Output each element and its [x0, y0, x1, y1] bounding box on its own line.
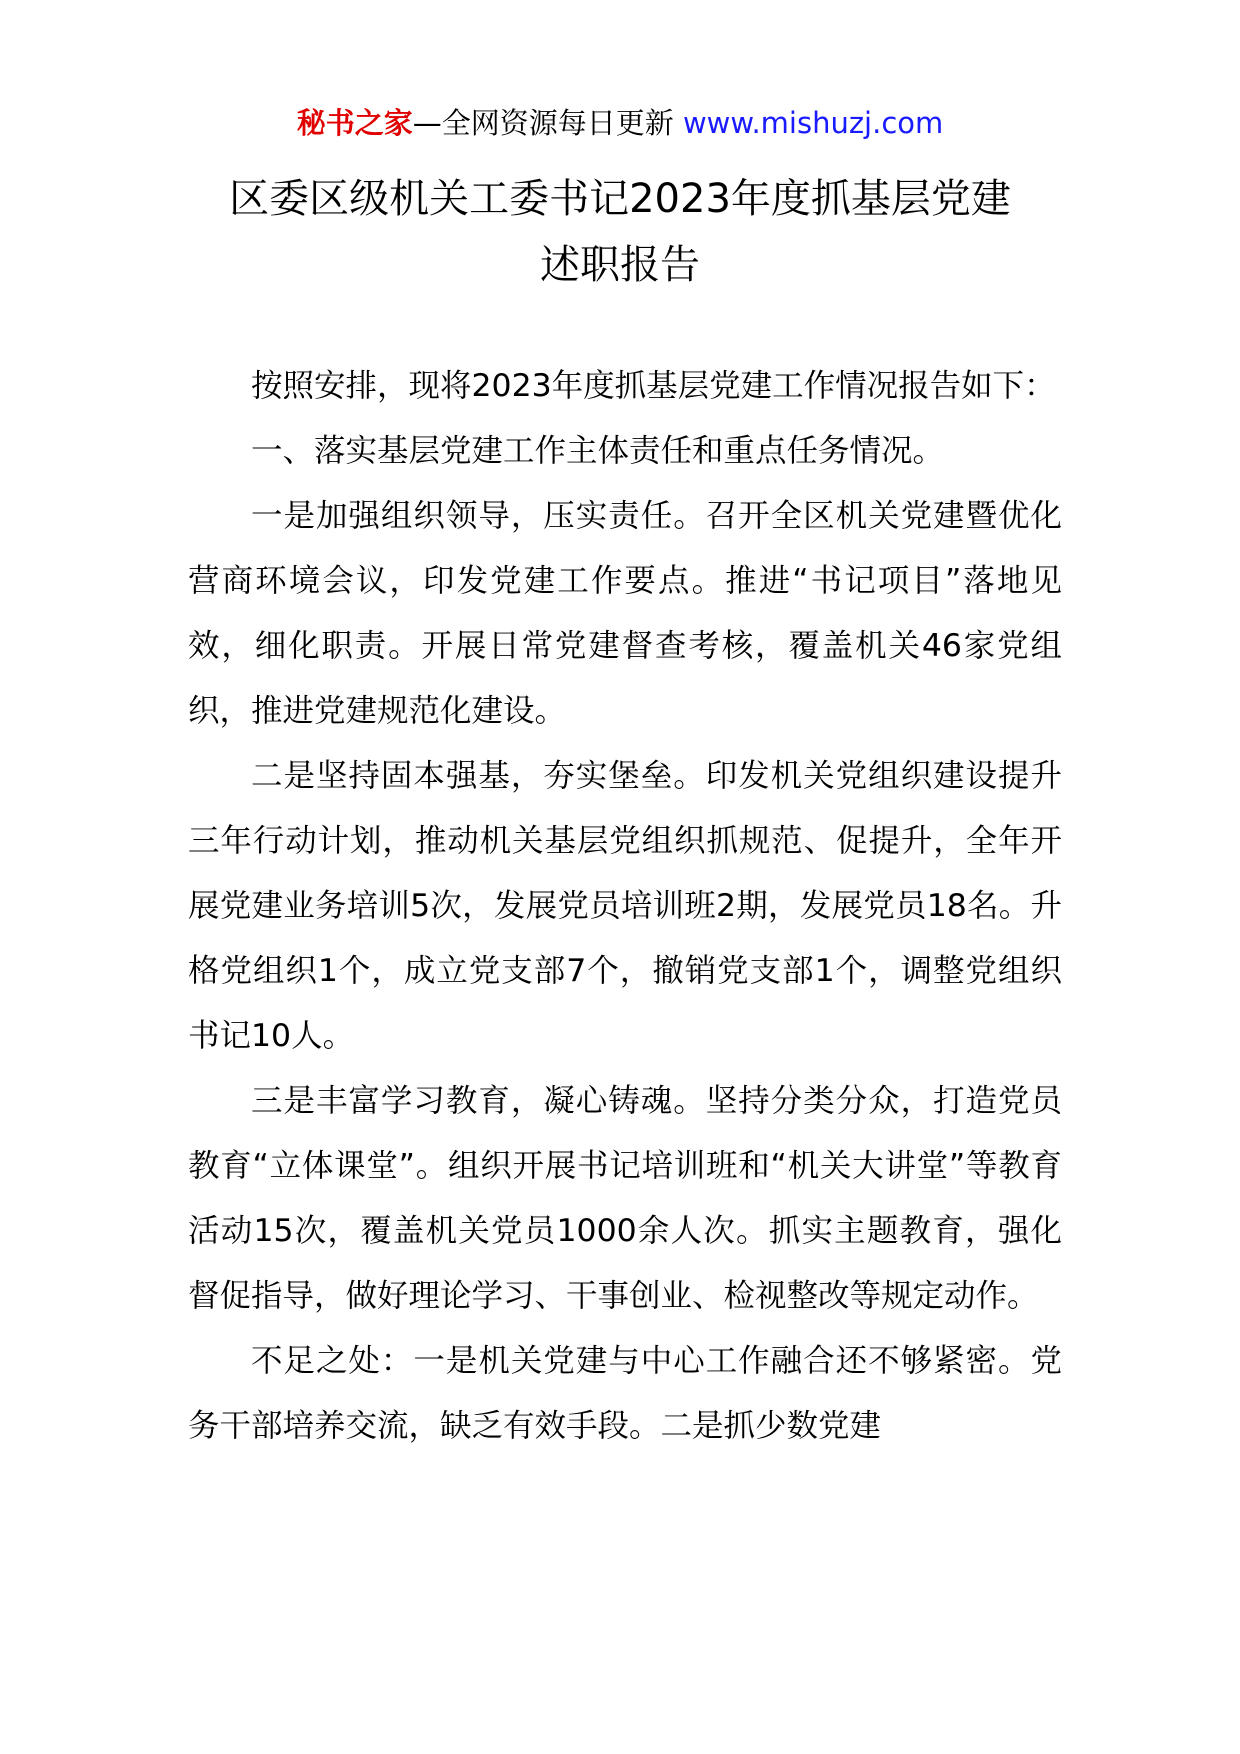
paragraph-item-3: 三是丰富学习教育，凝心铸魂。坚持分类分众，打造党员教育“立体课堂”。组织开展书记培训班和“机关大讲堂”等教育活动15次，覆盖机关党员1000余人次。抓实主题教育，强化督促指导，做好理论学习、干事创业、检视整改等规定动作。: [188, 1083, 1062, 1314]
document-title: [150, 166, 1090, 298]
document-body: [188, 354, 1062, 1459]
site-brand: 秘书之家: [296, 106, 413, 140]
site-header: [0, 100, 1240, 146]
paragraph-shortcomings: 不足之处：一是机关党建与中心工作融合还不够紧密。党务干部培养交流，缺乏有效手段。二是抓少数党建: [188, 1343, 1062, 1444]
paragraph-intro: 按照安排，现将2023年度抓基层党建工作情况报告如下：: [251, 368, 1056, 404]
site-slogan: —全网资源每日更新: [412, 106, 683, 140]
paragraph-item-2: 二是坚持固本强基，夯实堡垒。印发机关党组织建设提升三年行动计划，推动机关基层党组织抓规范、促提升，全年开展党建业务培训5次，发展党员培训班2期，发展党员18名。升格党组织1个，成立党支部7个，撤销党支部1个，调整党组织书记10人。: [188, 758, 1062, 1054]
section-heading-1: 一、落实基层党建工作主体责任和重点任务情况。: [251, 433, 945, 469]
site-url[interactable]: www.mishuzj.com: [682, 106, 944, 140]
paragraph-item-1: 一是加强组织领导，压实责任。召开全区机关党建暨优化营商环境会议，印发党建工作要点。推进“书记项目”落地见效，细化职责。开展日常党建督查考核，覆盖机关46家党组织，推进党建规范化建设。: [188, 498, 1062, 729]
title-line-1: 区委区级机关工委书记2023年度抓基层党建: [229, 176, 1011, 222]
title-line-2: 述职报告: [540, 242, 700, 288]
